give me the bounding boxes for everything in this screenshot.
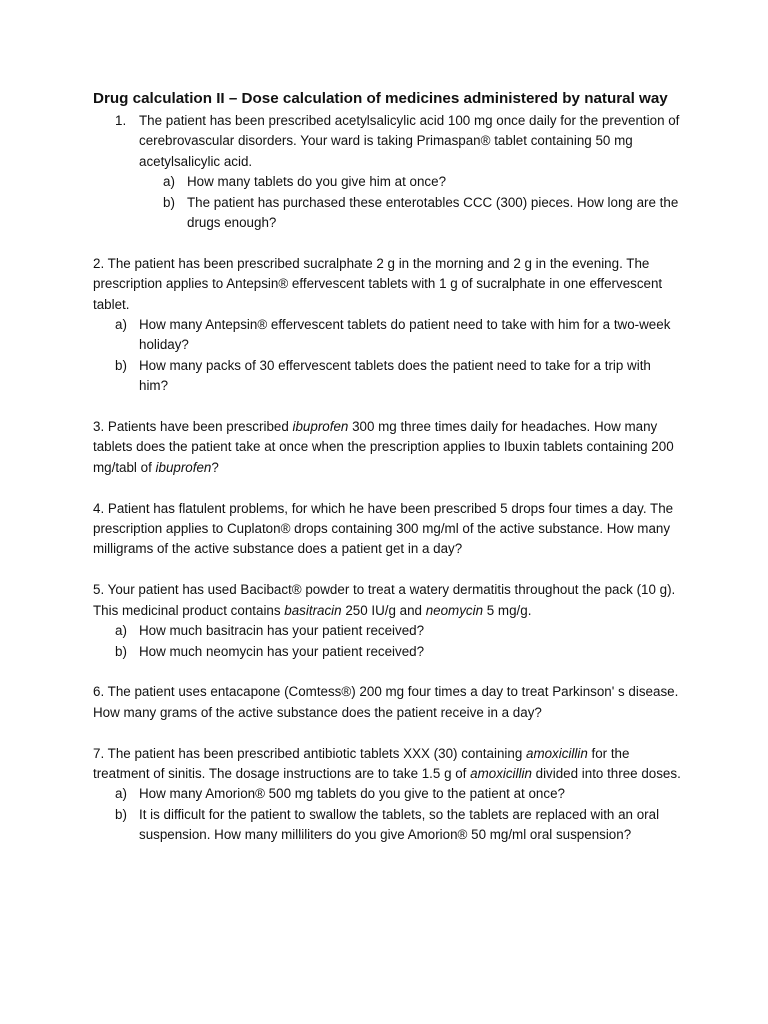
question-5a-text: How much basitracin has your patient received? bbox=[139, 623, 425, 639]
question-3-part: ? bbox=[211, 459, 219, 475]
drug-name-italic: neomycin bbox=[425, 602, 484, 618]
question-7a-text: How many Amorion® 500 mg tablets do you give to the patient at once? bbox=[139, 786, 565, 802]
question-7b-text: It is difficult for the patient to swallow the tablets, so the tablets are replaced with an oral suspension. How many milliliters do you give Amorion® 50 mg/ml oral suspension? bbox=[139, 806, 660, 843]
question-4-text: 4. Patient has flatulent problems, for which he have been prescribed 5 drops four times a day. The prescription applies to Cuplaton® drops containing 300 mg/ml of the active substance. How many milligrams of the active substance does a patient get in a day? bbox=[93, 500, 674, 557]
question-3-part: 300 mg three times daily for headaches. How many tablets does the patient take at once when the prescription applies to Ibuxin tablets containing 200 mg/tabl of bbox=[93, 419, 674, 475]
question-3-part: 3. Patients have been prescribed bbox=[93, 419, 293, 435]
spacer bbox=[93, 233, 683, 253]
question-5-part: 5. Your patient has used Bacibact® powder to treat a watery dermatitis throughout the pack (10 g). This medicinal product contains bbox=[93, 582, 676, 618]
question-5-text bbox=[93, 580, 683, 621]
spacer bbox=[93, 397, 683, 417]
question-7-part: for the treatment of sinitis. The dosage instructions are to take 1.5 g of bbox=[93, 745, 630, 781]
drug-name-italic: ibuprofen bbox=[292, 419, 349, 435]
question-5 bbox=[93, 580, 683, 662]
question-1a-marker: a) bbox=[163, 174, 175, 190]
question-5a-marker: a) bbox=[115, 623, 127, 639]
question-2b bbox=[93, 356, 683, 397]
question-5b-marker: b) bbox=[115, 643, 127, 659]
question-1-item bbox=[93, 111, 683, 172]
question-5-part: 5 mg/g. bbox=[483, 602, 532, 618]
question-2b-text: How many packs of 30 effervescent tablets does the patient need to take for a trip with him? bbox=[139, 357, 651, 394]
question-7-part: 7. The patient has been prescribed antibiotic tablets XXX (30) containing bbox=[93, 745, 526, 761]
question-5b bbox=[93, 642, 683, 662]
question-1a bbox=[93, 172, 683, 192]
question-5-part: 250 IU/g and bbox=[341, 602, 426, 618]
question-7-text bbox=[93, 744, 683, 785]
question-2b-marker: b) bbox=[115, 357, 127, 373]
drug-name-italic: amoxicillin bbox=[526, 745, 588, 761]
question-1b-marker: b) bbox=[163, 194, 175, 210]
question-5b-text: How much neomycin has your patient received? bbox=[139, 643, 425, 659]
question-2a bbox=[93, 315, 683, 356]
drug-name-italic: basitracin bbox=[284, 602, 342, 618]
question-7b-marker: b) bbox=[115, 806, 127, 822]
question-2a-marker: a) bbox=[115, 317, 127, 333]
document-title: Drug calculation II – Dose calculation of medicines administered by natural way bbox=[93, 90, 668, 107]
question-1-text: The patient has been prescribed acetylsalicylic acid 100 mg once daily for the prevention of cerebrovascular disorders. Your ward is taking Primaspan® tablet containing 50 mg acetylsalicylic acid. bbox=[139, 113, 680, 169]
question-7 bbox=[93, 744, 683, 846]
spacer bbox=[93, 560, 683, 580]
question-2 bbox=[93, 254, 683, 397]
question-1 bbox=[93, 111, 683, 233]
question-7-part: divided into three doses. bbox=[531, 765, 681, 781]
question-5a bbox=[93, 621, 683, 641]
question-1a-text: How many tablets do you give him at once? bbox=[187, 174, 447, 190]
question-1b-text: The patient has purchased these enterotables CCC (300) pieces. How long are the drugs enough? bbox=[187, 194, 679, 231]
spacer bbox=[93, 662, 683, 682]
question-6-text: 6. The patient uses entacapone (Comtess®) 200 mg four times a day to treat Parkinson' s disease. How many grams of the active substance does the patient receive in a day? bbox=[93, 684, 679, 720]
drug-name-italic: ibuprofen bbox=[155, 459, 212, 475]
question-2a-text: How many Antepsin® effervescent tablets do patient need to take with him for a two-week holiday? bbox=[139, 317, 671, 353]
drug-name-italic: amoxicillin bbox=[470, 765, 532, 781]
question-3-text bbox=[93, 417, 683, 478]
document-page bbox=[93, 87, 683, 846]
spacer bbox=[93, 478, 683, 498]
question-7b bbox=[93, 805, 683, 846]
spacer bbox=[93, 723, 683, 743]
question-1b bbox=[93, 193, 683, 234]
question-2-text: 2. The patient has been prescribed sucralphate 2 g in the morning and 2 g in the evening. The prescription applies to Antepsin® effervescent tablets with 1 g of sucralphate in one effervescent tablet. bbox=[93, 255, 663, 312]
question-7a-marker: a) bbox=[115, 786, 127, 802]
question-1-number: 1. bbox=[115, 113, 127, 128]
question-7a bbox=[93, 784, 683, 804]
